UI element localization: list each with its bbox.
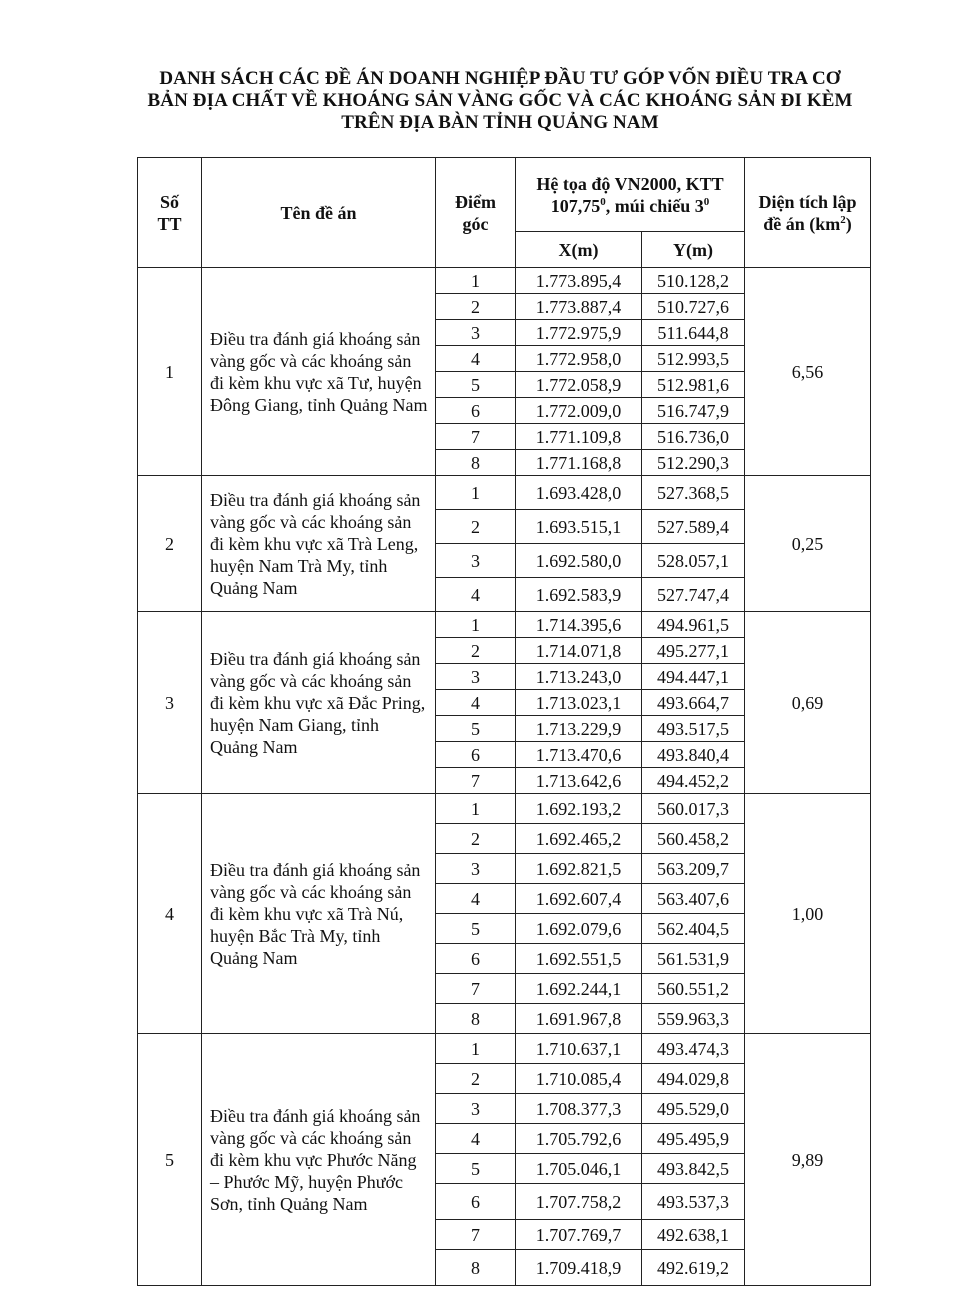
project-name: Điều tra đánh giá khoáng sản vàng gốc và các khoáng sản đi kèm khu vực xã Đắc Pring, huyện Nam Giang, tỉnh Quảng Nam: [202, 612, 436, 794]
project-area: 0,25: [745, 476, 871, 612]
coord-y: 510.727,6: [642, 294, 745, 320]
coord-y: 561.531,9: [642, 944, 745, 974]
coord-x: 1.714.071,8: [516, 638, 642, 664]
corner-point: 7: [436, 424, 516, 450]
coord-y: 492.638,1: [642, 1220, 745, 1250]
corner-point: 8: [436, 1250, 516, 1286]
coord-y: 510.128,2: [642, 268, 745, 294]
coord-x: 1.713.023,1: [516, 690, 642, 716]
coord-y: 493.537,3: [642, 1184, 745, 1220]
corner-point: 5: [436, 716, 516, 742]
coord-y: 495.529,0: [642, 1094, 745, 1124]
corner-point: 2: [436, 824, 516, 854]
coord-y: 493.664,7: [642, 690, 745, 716]
project-number: 4: [138, 794, 202, 1034]
header-name: Tên đề án: [202, 158, 436, 268]
header-x: X(m): [516, 232, 642, 268]
coord-x: 1.692.465,2: [516, 824, 642, 854]
corner-point: 3: [436, 320, 516, 346]
coord-y: 493.840,4: [642, 742, 745, 768]
coord-y: 512.993,5: [642, 346, 745, 372]
coord-x: 1.772.958,0: [516, 346, 642, 372]
coord-x: 1.772.009,0: [516, 398, 642, 424]
table-row: [138, 794, 871, 824]
coord-x: 1.708.377,3: [516, 1094, 642, 1124]
projects-table: [137, 157, 871, 1286]
coord-x: 1.713.243,0: [516, 664, 642, 690]
corner-point: 4: [436, 346, 516, 372]
coord-y: 494.452,2: [642, 768, 745, 794]
coord-x: 1.707.769,7: [516, 1220, 642, 1250]
corner-point: 5: [436, 1154, 516, 1184]
corner-point: 2: [436, 1064, 516, 1094]
corner-point: 7: [436, 974, 516, 1004]
coord-x: 1.691.967,8: [516, 1004, 642, 1034]
project-number: 3: [138, 612, 202, 794]
coord-x: 1.692.607,4: [516, 884, 642, 914]
coord-y: 494.447,1: [642, 664, 745, 690]
corner-point: 6: [436, 1184, 516, 1220]
table-row: [138, 476, 871, 510]
corner-point: 4: [436, 884, 516, 914]
title-line-1: DANH SÁCH CÁC ĐỀ ÁN DOANH NGHIỆP ĐẦU TƯ GÓP VỐN ĐIỀU TRA CƠ: [159, 68, 841, 89]
coord-y: 560.017,3: [642, 794, 745, 824]
corner-point: 5: [436, 372, 516, 398]
corner-point: 3: [436, 1094, 516, 1124]
coord-x: 1.713.642,6: [516, 768, 642, 794]
project-area: 1,00: [745, 794, 871, 1034]
coord-x: 1.713.229,9: [516, 716, 642, 742]
coord-y: 528.057,1: [642, 544, 745, 578]
coord-x: 1.705.046,1: [516, 1154, 642, 1184]
corner-point: 3: [436, 544, 516, 578]
corner-point: 3: [436, 854, 516, 884]
coord-y: 527.368,5: [642, 476, 745, 510]
corner-point: 5: [436, 914, 516, 944]
header-point: Điểm góc: [436, 158, 516, 268]
header-coordinates: Hệ tọa độ VN2000, KTT 107,75$^0$, múi chiếu $3^0$: [516, 158, 745, 232]
corner-point: 2: [436, 510, 516, 544]
coord-y: 492.619,2: [642, 1250, 745, 1286]
coord-y: 560.551,2: [642, 974, 745, 1004]
corner-point: 7: [436, 1220, 516, 1250]
corner-point: 6: [436, 944, 516, 974]
header-stt: Số TT: [138, 158, 202, 268]
coord-y: 493.517,5: [642, 716, 745, 742]
project-name: Điều tra đánh giá khoáng sản vàng gốc và các khoáng sản đi kèm khu vực Phước Năng – Phước Mỹ, huyện Phước Sơn, tỉnh Quảng Nam: [202, 1034, 436, 1286]
corner-point: 6: [436, 742, 516, 768]
table-row: [138, 1034, 871, 1064]
corner-point: 4: [436, 1124, 516, 1154]
coord-y: 512.981,6: [642, 372, 745, 398]
table-header: [138, 158, 871, 268]
table-row: [138, 268, 871, 294]
coord-x: 1.771.168,8: [516, 450, 642, 476]
coord-x: 1.692.583,9: [516, 578, 642, 612]
header-area: Diện tích lập đề án $(km^2)$: [745, 158, 871, 268]
coord-y: 527.747,4: [642, 578, 745, 612]
coord-y: 527.589,4: [642, 510, 745, 544]
coord-y: 511.644,8: [642, 320, 745, 346]
coord-y: 495.277,1: [642, 638, 745, 664]
corner-point: 6: [436, 398, 516, 424]
title-line-3: TRÊN ĐỊA BÀN TỈNH QUẢNG NAM: [341, 112, 659, 133]
corner-point: 1: [436, 1034, 516, 1064]
project-name: Điều tra đánh giá khoáng sản vàng gốc và các khoáng sản đi kèm khu vực xã Trà Leng, huyện Nam Trà My, tỉnh Quảng Nam: [202, 476, 436, 612]
coord-x: 1.709.418,9: [516, 1250, 642, 1286]
coord-x: 1.692.244,1: [516, 974, 642, 1004]
coord-y: 493.842,5: [642, 1154, 745, 1184]
corner-point: 1: [436, 476, 516, 510]
coord-y: 560.458,2: [642, 824, 745, 854]
project-number: 1: [138, 268, 202, 476]
project-number: 5: [138, 1034, 202, 1286]
coord-x: 1.705.792,6: [516, 1124, 642, 1154]
corner-point: 2: [436, 638, 516, 664]
coord-x: 1.710.085,4: [516, 1064, 642, 1094]
coord-x: 1.692.193,2: [516, 794, 642, 824]
corner-point: 1: [436, 612, 516, 638]
project-name: Điều tra đánh giá khoáng sản vàng gốc và các khoáng sản đi kèm khu vực xã Tư, huyện Đông Giang, tỉnh Quảng Nam: [202, 268, 436, 476]
header-y: Y(m): [642, 232, 745, 268]
corner-point: 1: [436, 268, 516, 294]
coord-x: 1.710.637,1: [516, 1034, 642, 1064]
coord-y: 512.290,3: [642, 450, 745, 476]
corner-point: 1: [436, 794, 516, 824]
coord-x: 1.773.895,4: [516, 268, 642, 294]
coord-y: 559.963,3: [642, 1004, 745, 1034]
coord-x: 1.714.395,6: [516, 612, 642, 638]
project-area: 0,69: [745, 612, 871, 794]
coord-x: 1.772.058,9: [516, 372, 642, 398]
corner-point: 7: [436, 768, 516, 794]
coord-x: 1.692.079,6: [516, 914, 642, 944]
coord-x: 1.692.551,5: [516, 944, 642, 974]
corner-point: 8: [436, 1004, 516, 1034]
coord-x: 1.771.109,8: [516, 424, 642, 450]
coord-y: 516.747,9: [642, 398, 745, 424]
coord-y: 493.474,3: [642, 1034, 745, 1064]
corner-point: 3: [436, 664, 516, 690]
table-row: [138, 612, 871, 638]
project-area: 6,56: [745, 268, 871, 476]
coord-y: 563.407,6: [642, 884, 745, 914]
table-body: [138, 268, 871, 1286]
corner-point: 4: [436, 578, 516, 612]
coord-x: 1.693.428,0: [516, 476, 642, 510]
coord-y: 495.495,9: [642, 1124, 745, 1154]
project-area: 9,89: [745, 1034, 871, 1286]
project-number: 2: [138, 476, 202, 612]
corner-point: 2: [436, 294, 516, 320]
coord-x: 1.773.887,4: [516, 294, 642, 320]
title-line-2: BẢN ĐỊA CHẤT VỀ KHOÁNG SẢN VÀNG GỐC VÀ CÁC KHOÁNG SẢN ĐI KÈM: [147, 90, 853, 111]
coord-x: 1.713.470,6: [516, 742, 642, 768]
document-title: [0, 68, 960, 134]
project-name: Điều tra đánh giá khoáng sản vàng gốc và các khoáng sản đi kèm khu vực xã Trà Nú, huyện Bắc Trà My, tỉnh Quảng Nam: [202, 794, 436, 1034]
corner-point: 8: [436, 450, 516, 476]
coord-y: 494.029,8: [642, 1064, 745, 1094]
coord-x: 1.692.821,5: [516, 854, 642, 884]
coord-x: 1.707.758,2: [516, 1184, 642, 1220]
corner-point: 4: [436, 690, 516, 716]
coord-x: 1.692.580,0: [516, 544, 642, 578]
coord-x: 1.772.975,9: [516, 320, 642, 346]
coord-y: 494.961,5: [642, 612, 745, 638]
coord-y: 562.404,5: [642, 914, 745, 944]
coord-x: 1.693.515,1: [516, 510, 642, 544]
coord-y: 516.736,0: [642, 424, 745, 450]
coord-y: 563.209,7: [642, 854, 745, 884]
